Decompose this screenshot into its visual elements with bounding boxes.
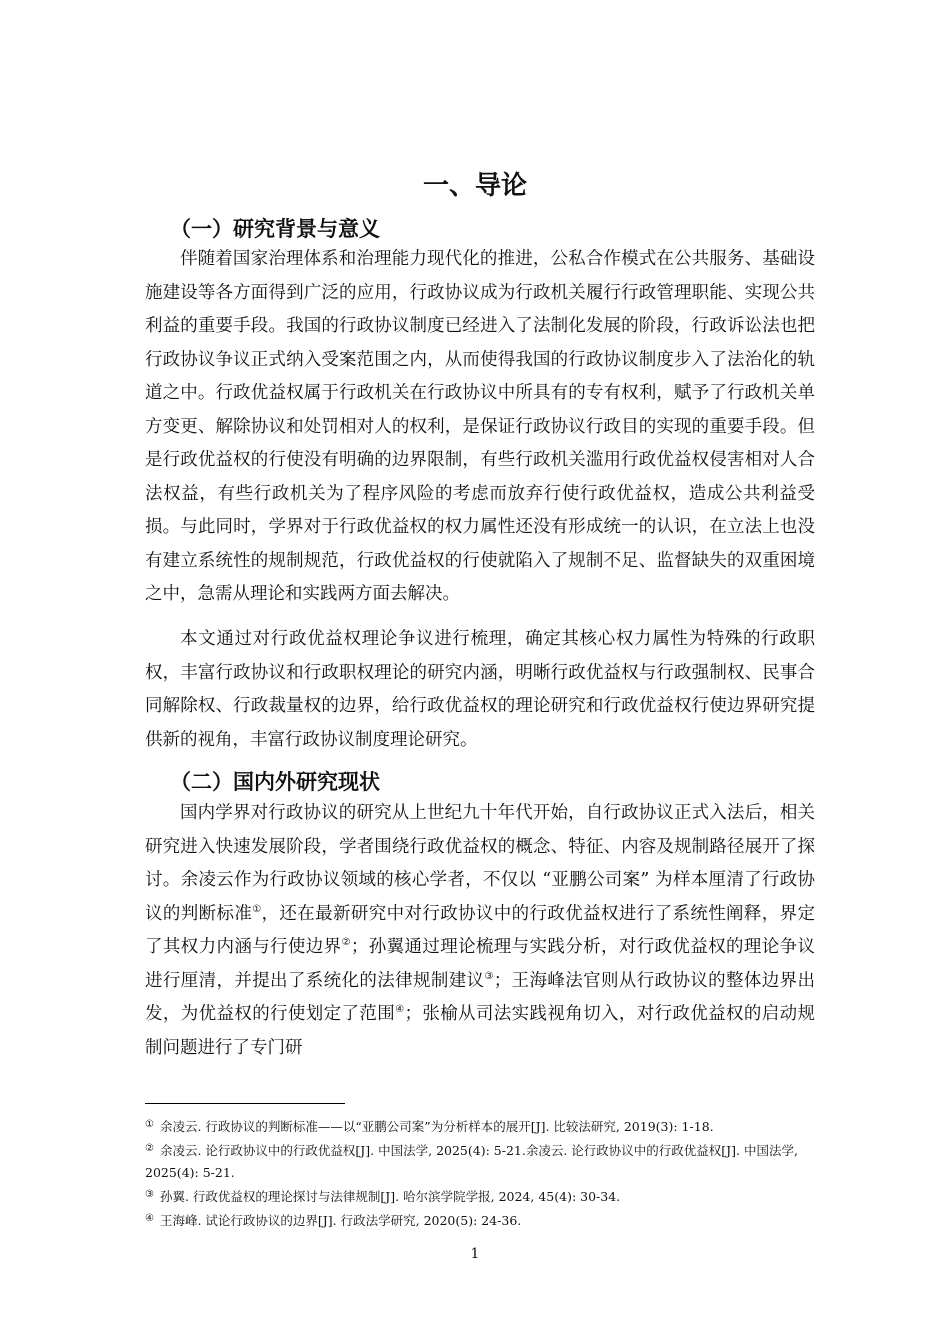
paragraph-research-status xyxy=(145,797,815,1065)
paragraph-background: 伴随着国家治理体系和治理能力现代化的推进，公私合作模式在公共服务、基础设施建设等各方面得到广泛的应用，行政协议成为行政机关履行行政管理职能、实现公共利益的重要手段。我国的行政协议制度已经进入了法制化发展的阶段，行政诉讼法也把行政协议争议正式纳入受案范围之内，从而使得我国的行政协议制度步入了法治化的轨道之中。行政优益权属于行政机关在行政协议中所具有的专有权利，赋予了行政机关单方变更、解除协议和处罚相对人的权利，是保证行政协议行政目的实现的重要手段。但是行政优益权的行使没有明确的边界限制，有些行政机关滥用行政优益权侵害相对人合法权益，有些行政机关为了程序风险的考虑而放弃行使行政优益权，造成公共利益受损。与此同时，学界对于行政优益权的权力属性还没有形成统一的认识，在立法上也没有建立系统性的规制规范，行政优益权的行使就陷入了规制不足、监督缺失的双重困境之中，急需从理论和实践两方面去解决。 xyxy=(145,249,815,604)
footnote-text: 余凌云. 行政协议的判断标准——以“亚鹏公司案”为分析样本的展开[J]. 比较法研究, 2019(3): 1-18. xyxy=(159,1119,714,1134)
text-segment: ；孙翼通过理论梳理与实践分析，对行政优益权的理论争议进行厘清，并提出了系统化的法律规制建议 xyxy=(145,937,816,991)
footnote-text: 王海峰. 试论行政协议的边界[J]. 行政法学研究, 2020(5): 24-36. xyxy=(159,1213,522,1228)
footnote-separator xyxy=(145,1103,345,1104)
footnote-ref-4[interactable]: ④ xyxy=(395,1004,405,1016)
section-heading-research-status: （二）国内外研究现状 xyxy=(170,770,380,794)
footnote-ref-3[interactable]: ③ xyxy=(484,970,494,982)
footnote-mark: ④ xyxy=(145,1213,154,1224)
text-segment: ，还在最新研究中对行政协议中的行政优益权进行了系统性阐释，界定了其权力内涵与行使边界 xyxy=(145,903,816,957)
footnote-mark: ① xyxy=(145,1119,154,1130)
footnote-text: 余凌云. 论行政协议中的行政优益权[J]. 中国法学, 2025(4): 5-21.余凌云. 论行政协议中的行政优益权[J]. 中国法学, 2025(4): 5-21. xyxy=(145,1143,798,1180)
footnote-2 xyxy=(145,1138,815,1184)
page-number: 1 xyxy=(470,1246,480,1262)
footnote-mark: ③ xyxy=(145,1189,154,1200)
chapter-title: 一、导论 xyxy=(422,171,527,201)
paragraph-significance: 本文通过对行政优益权理论争议进行梳理，确定其核心权力属性为特殊的行政职权，丰富行政协议和行政职权理论的研究内涵，明晰行政优益权与行政强制权、民事合同解除权、行政裁量权的边界，给行政优益权的理论研究和行政优益权行使边界研究提供新的视角，丰富行政协议制度理论研究。 xyxy=(145,629,815,750)
footnote-4 xyxy=(145,1208,815,1232)
text-segment: 国内学界对行政协议的研究从上世纪九十年代开始，自行政协议正式入法后，相关研究进入快速发展阶段，学者围绕行政优益权的概念、特征、内容及规制路径展开了探讨。余凌云作为行政协议领域的核心学者，不仅以 “亚鹏公司案” 为样本厘清了行政协议的判断标准 xyxy=(145,803,815,924)
footnote-text: 孙翼. 行政优益权的理论探讨与法律规制[J]. 哈尔滨学院学报, 2024, 45(4): 30-34. xyxy=(159,1189,621,1204)
footnote-ref-1[interactable]: ① xyxy=(252,903,262,915)
footnote-1 xyxy=(145,1114,815,1138)
text-segment: ；张榆从司法实践视角切入，对行政优益权的启动规制问题进行了专门研 xyxy=(145,1004,816,1058)
footnotes xyxy=(145,1114,815,1232)
text-segment: ；王海峰法官则从行政协议的整体边界出发，为优益权的行使划定了范围 xyxy=(145,970,816,1024)
section-heading-background: （一）研究背景与意义 xyxy=(170,217,380,241)
footnote-ref-2[interactable]: ② xyxy=(341,937,351,949)
footnote-3 xyxy=(145,1184,815,1208)
footnote-mark: ② xyxy=(145,1143,154,1154)
